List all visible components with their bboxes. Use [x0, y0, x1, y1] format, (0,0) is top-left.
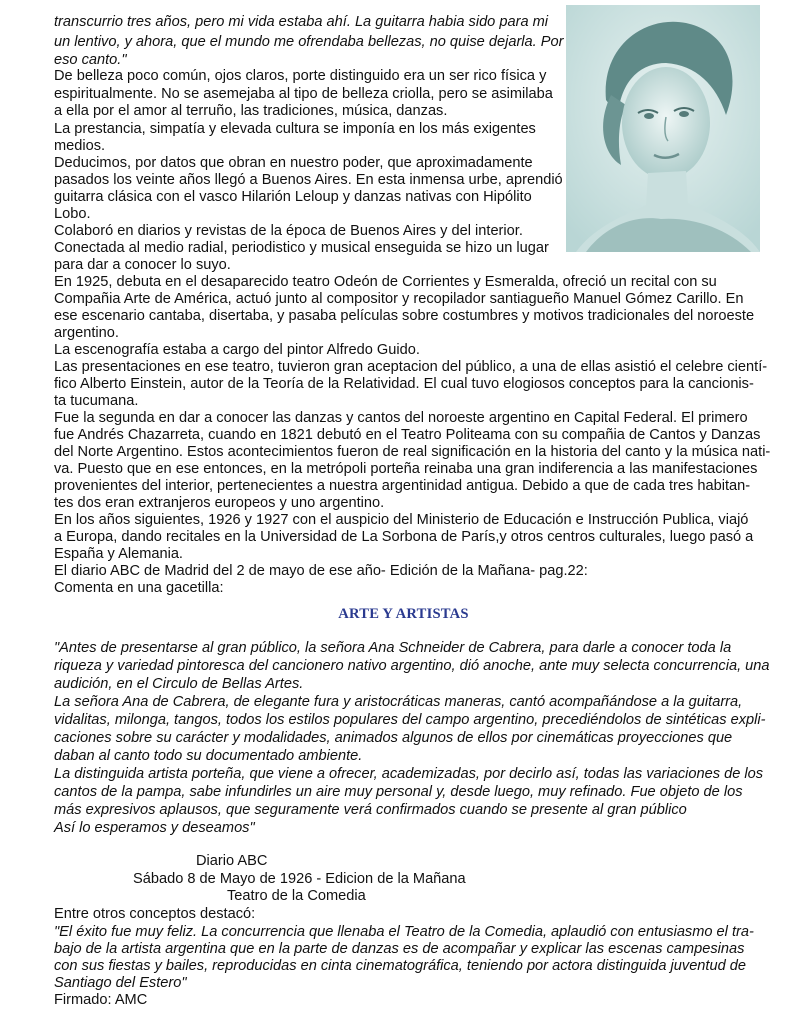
text-line: a ella por el amor al terruño, las tradiciones, música, danzas. [54, 103, 448, 119]
text-line: El diario ABC de Madrid del 2 de mayo de ese año- Edición de la Mañana- pag.22: [54, 563, 588, 579]
text-line: un lentivo, y ahora, que el mundo me ofrendaba bellezas, no quise dejarla. Por [54, 34, 564, 50]
text-line: del Norte Argentino. Estos acontecimientos fueron de real significación en la historia del canto y la música nati- [54, 444, 771, 460]
text-line: tes dos eran extranjeros europeos y uno argentino. [54, 495, 385, 511]
quote-line: "Antes de presentarse al gran público, la señora Ana Schneider de Cabrera, para darle a conocer toda la [54, 640, 732, 656]
text-line: En los años siguientes, 1926 y 1927 con el auspicio del Ministerio de Educación e Instrucción Publica, viajó [54, 512, 749, 528]
text-line: guitarra clásica con el vasco Hilarión Leloup y danzas nativas con Hipólito [54, 189, 532, 205]
quote-line: cantos de la pampa, sabe infundirles un aire muy personal y, desde luego, muy refinado. Fue objeto de los [54, 784, 743, 800]
quote-line: más expresivos aplausos, que seguramente verá confirmados cuando se presente al gran público [54, 802, 687, 818]
text-line: pasados los veinte años llegó a Buenos Aires. En esta inmensa urbe, aprendió [54, 172, 563, 188]
text-line: ese escenario cantaba, disertaba, y pasaba películas sobre costumbres y motivos tradicionales del noroeste [54, 308, 755, 324]
quote-line: Santiago del Estero" [54, 975, 187, 991]
text-line: Deducimos, por datos que obran en nuestro poder, que aproximadamente [54, 155, 533, 171]
text-line: a Europa, dando recitales en la Universidad de La Sorbona de París,y otros centros culturales, luego pasó a [54, 529, 754, 545]
portrait-photo [566, 5, 760, 252]
text-line: De belleza poco común, ojos claros, porte distinguido era un ser rico física y [54, 68, 547, 84]
quote-line: audición, en el Circulo de Bellas Artes. [54, 676, 304, 692]
quote-line: Así lo esperamos y deseamos" [54, 820, 255, 836]
text-line: para dar a conocer lo suyo. [54, 257, 231, 273]
text-line: transcurrio tres años, pero mi vida estaba ahí. La guitarra habia sido para mi [54, 14, 549, 30]
quote-line: La señora Ana de Cabrera, de elegante fura y aristocráticas maneras, cantó acompañándose a la guitarra, [54, 694, 743, 710]
quote-line: bajo de la artista argentina que en la parte de danzas es de acompañar y explicar las escenas campesinas [54, 941, 745, 957]
quote-line: "El éxito fue muy feliz. La concurrencia que llenaba el Teatro de la Comedia, aplaudió con entusiasmo el tra- [54, 924, 754, 940]
text-line: En 1925, debuta en el desaparecido teatro Odeón de Corrientes y Esmeralda, ofreció un recital con su [54, 274, 717, 290]
quote-line: vidalitas, milonga, tangos, todos los estilos populares del campo argentino, precediéndolos de sintéticas expli- [54, 712, 766, 728]
quote-line: con sus fiestas y bailes, reproducidas en cinta cinematográfica, teniendo por actora distinguida juventud de [54, 958, 746, 974]
text-line: Entre otros conceptos destacó: [54, 906, 256, 922]
text-line: espiritualmente. No se asemejaba al tipo de belleza criolla, pero se asimilaba [54, 86, 553, 102]
text-line: Compañia Arte de América, actuó junto al compositor y recopilador santiagueño Manuel Gómez Carillo. En [54, 291, 744, 307]
source-line: Teatro de la Comedia [227, 888, 366, 904]
text-line: provenientes del interior, pertenecientes a nuestra argentinidad antigua. Debido a que de cada tres habitan- [54, 478, 751, 494]
text-line: Comenta en una gacetilla: [54, 580, 224, 596]
text-line: va. Puesto que en ese entonces, en la metrópoli porteña reinaba una gran indiferencia a las manifestaciones [54, 461, 758, 477]
text-line: argentino. [54, 325, 119, 341]
text-line: medios. [54, 138, 106, 154]
source-line: Sábado 8 de Mayo de 1926 - Edicion de la Mañana [133, 871, 466, 887]
section-heading: ARTE Y ARTISTAS [338, 606, 469, 622]
text-line: fue Andrés Chazarreta, cuando en 1821 debutó en el Teatro Politeama con su compañia de Cantos y Danzas [54, 427, 761, 443]
text-line: La prestancia, simpatía y elevada cultura se imponía en los más exigentes [54, 121, 536, 137]
quote-line: La distinguida artista porteña, que viene a ofrecer, academizadas, por decirlo así, todas las variaciones de los [54, 766, 764, 782]
text-line: Lobo. [54, 206, 91, 222]
text-line: Fue la segunda en dar a conocer las danzas y cantos del noroeste argentino en Capital Federal. El primero [54, 410, 748, 426]
quote-line: daban al canto todo su documentado ambiente. [54, 748, 363, 764]
text-line: España y Alemania. [54, 546, 183, 562]
quote-line: caciones sobre su carácter y modalidades, animados algunos de ellos por cinemáticas proyecciones que [54, 730, 733, 746]
text-line: fico Alberto Einstein, autor de la Teoría de la Relatividad. El cual tuvo elogiosos conceptos para la cancionis- [54, 376, 754, 392]
text-line: Conectada al medio radial, periodistico y musical enseguida se hizo un lugar [54, 240, 549, 256]
text-line: eso canto." [54, 52, 127, 68]
text-line: ta tucumana. [54, 393, 139, 409]
text-line: La escenografía estaba a cargo del pintor Alfredo Guido. [54, 342, 420, 358]
signature: Firmado: AMC [54, 992, 148, 1008]
text-line: Las presentaciones en ese teatro, tuvieron gran aceptacion del público, a una de ellas asistió el celebre cientí- [54, 359, 768, 375]
quote-line: riqueza y variedad pintoresca del cancionero nativo argentino, dió anoche, ante muy selecta concurrencia, una [54, 658, 770, 674]
source-line: Diario ABC [196, 853, 268, 869]
text-line: Colaboró en diarios y revistas de la época de Buenos Aires y del interior. [54, 223, 523, 239]
